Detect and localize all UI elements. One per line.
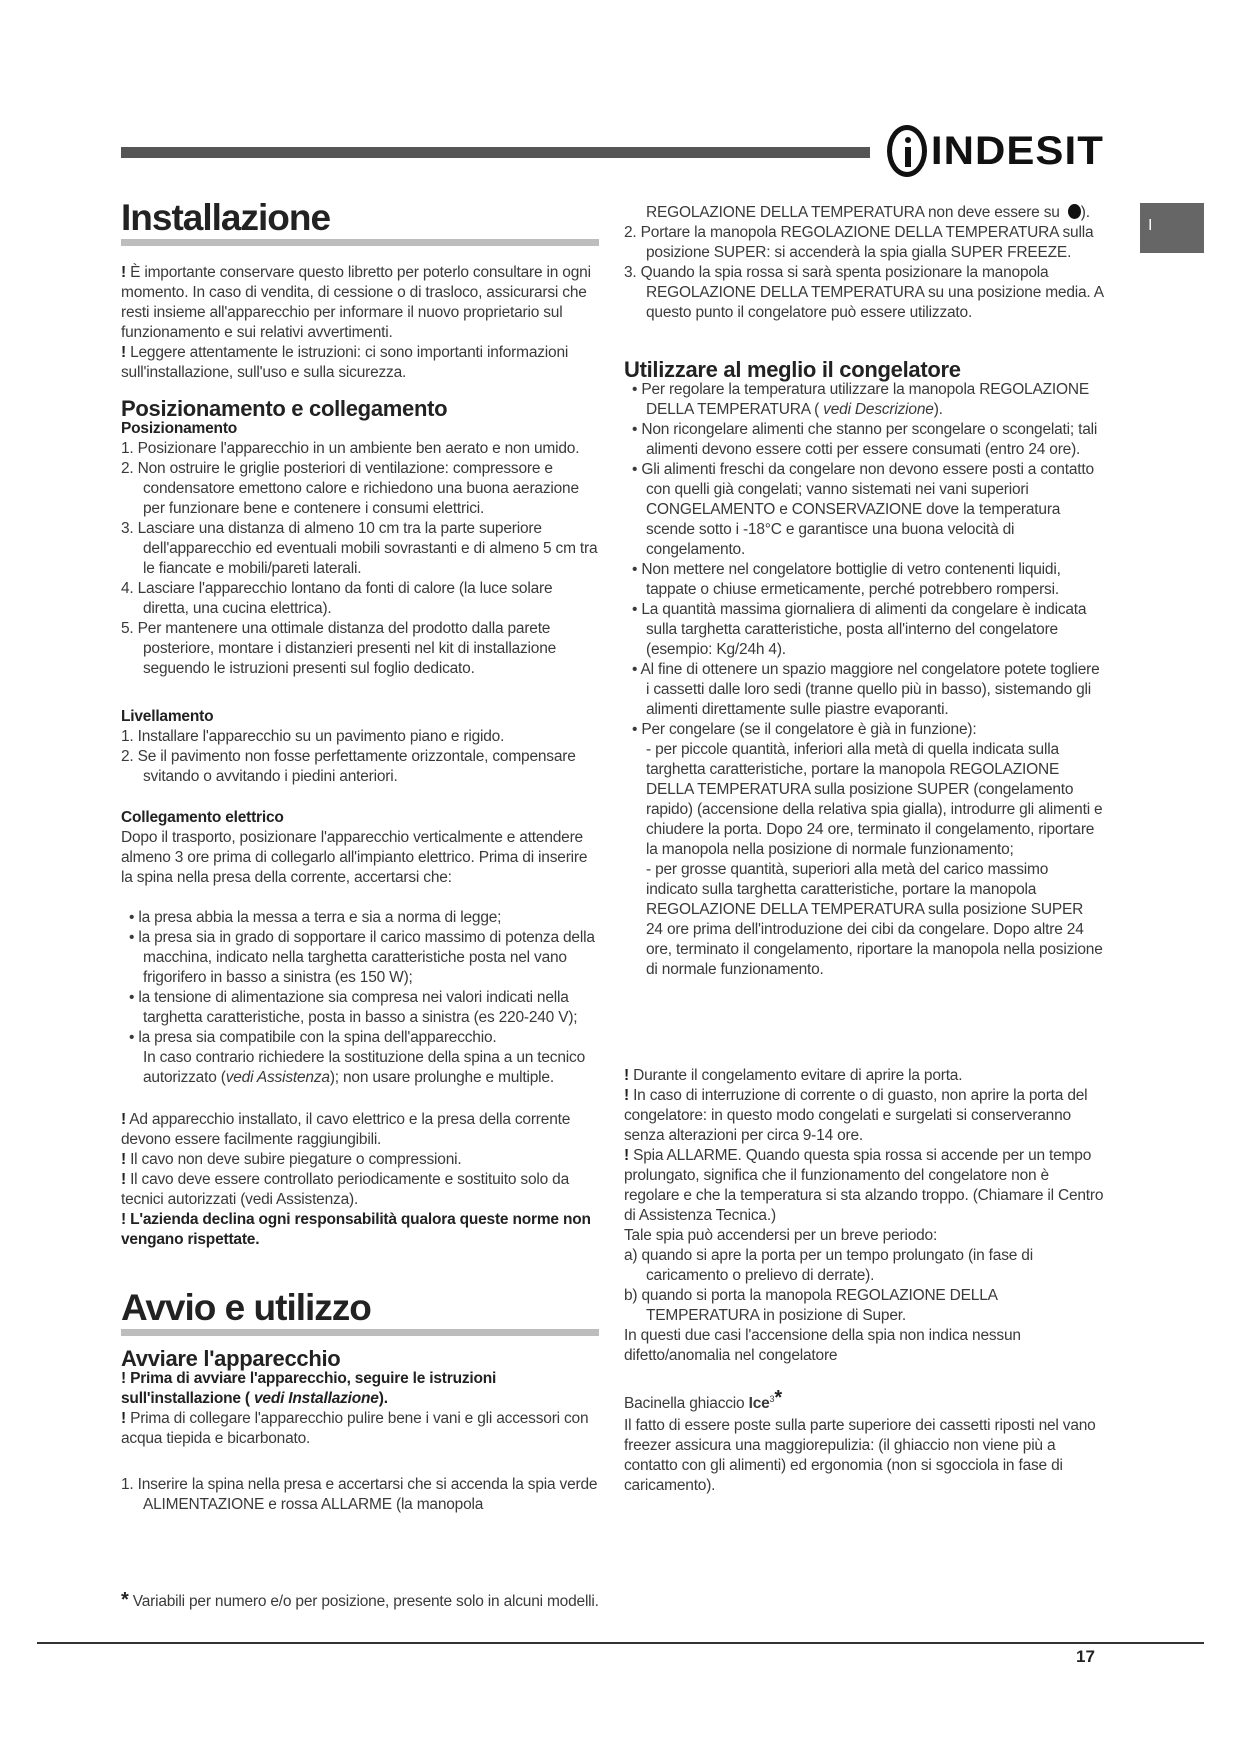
start-warning: [121, 1369, 599, 1409]
liability-warning: ! L'azienda declina ogni responsabilità qualora queste norme non vengano rispettate.: [121, 1211, 591, 1248]
list-item-continuation: [624, 203, 1104, 223]
leveling-section: [121, 707, 599, 787]
footer-rule: [37, 1642, 1204, 1644]
bullet-text: Al fine di ottenere un spazio maggiore nel congelatore potete togliere i cassetti dalle loro sedi (tranne quello più in basso), sistemando gli alimenti direttamente sulle piastre evaporanti.: [640, 661, 1100, 718]
installazione-heading: [121, 197, 599, 246]
ice-heading: [624, 1388, 1104, 1414]
superscript: 3: [769, 1393, 775, 1404]
text: Bacinella ghiaccio: [624, 1395, 749, 1412]
filled-circle-icon: [1068, 204, 1081, 219]
intro-para-2: [121, 343, 599, 383]
bullet-item: • la presa sia compatibile con la spina dell'apparecchio.: [129, 1029, 497, 1046]
text: In caso contrario richiedere la sostituzione della spina a un tecnico autorizzato (: [143, 1049, 585, 1086]
ice-section: [624, 1388, 1104, 1496]
list-item: 2. Portare la manopola REGOLAZIONE DELLA TEMPERATURA sulla posizione SUPER: si accenderà la spia gialla SUPER FREEZE.: [624, 224, 1094, 261]
text: REGOLAZIONE DELLA TEMPERATURA non deve essere su: [646, 204, 1064, 221]
title-underline: [121, 1329, 599, 1336]
note-text: Spia ALLARME. Quando questa spia rossa si accende per un tempo prolungato, significa che il funzionamento del congelatore non è regolare e che la temperatura si sta alzando troppo. (Chiamare il Centro di Assistenza Tecnica.): [624, 1147, 1104, 1224]
subheading: Livellamento: [121, 708, 214, 725]
intro-section: [121, 263, 599, 383]
warning: ! Il cavo non deve subire piegature o compressioni.: [121, 1151, 462, 1168]
bullet-item: • Non mettere nel congelatore bottiglie di vetro contenenti liquidi, tappate o chiuse ermeticamente, perché potrebbero rompersi.: [632, 561, 1061, 598]
bullet-item: • Per regolare la temperatura utilizzare la manopola REGOLAZIONE DELLA TEMPERATURA ( vedi Descrizione).: [632, 381, 1089, 418]
bullet-text: Non ricongelare alimenti che stanno per scongelare o scongelati; tali alimenti devono essere cotti per essere consumati (entro 24 ore).: [641, 421, 1098, 458]
cross-reference: vedi Installazione: [253, 1390, 379, 1407]
bullet-text: Non mettere nel congelatore bottiglie di vetro contenenti liquidi, tappate o chiuse ermeticamente, perché potrebbero rompersi.: [641, 561, 1061, 598]
section-heading: Avviare l'apparecchio: [121, 1346, 341, 1371]
text: ).: [1080, 204, 1090, 221]
bullet-text: Gli alimenti freschi da congelare non devono essere posti a contatto con quelli già congelati; vanno sistemati nei vani superiori CONGELAMENTO e CONSERVAZIONE dove la temperatura scende sotto i -18°C e garantisce una buona velocità di congelamento.: [641, 461, 1094, 558]
bullet-text: la presa sia compatibile con la spina dell'apparecchio.: [138, 1029, 497, 1046]
paragraph: Il fatto di essere poste sulla parte superiore dei cassetti riposti nel vano freezer assicura una maggiorepulizia: (il ghiaccio non viene più a contatto con gli alimenti) ed ergonomia (non si sgocciola in fase di caricamento).: [624, 1417, 1096, 1494]
warning-text: Il cavo deve essere controllato periodicamente e sostituito solo da tecnici autorizzati (vedi Assistenza).: [121, 1171, 570, 1208]
header-bar: [121, 147, 870, 158]
paragraph: In questi due casi l'accensione della spia non indica nessun difetto/anomalia nel congelatore: [624, 1327, 1021, 1364]
list-item: 1. Inserire la spina nella presa e accertarsi che si accenda la spia verde ALIMENTAZIONE e rossa ALLARME (la manopola: [121, 1476, 598, 1513]
list-item: 1. Installare l'apparecchio su un pavimento piano e rigido.: [121, 728, 505, 745]
subheading: Collegamento elettrico: [121, 809, 284, 826]
language-tab-label: I: [1148, 217, 1153, 234]
list-item: 3. Quando la spia rossa si sarà spenta posizionare la manopola REGOLAZIONE DELLA TEMPERATURA su una posizione media. A questo punto il congelatore può essere utilizzato.: [624, 264, 1104, 321]
bullet-item: • la tensione di alimentazione sia compresa nei valori indicati nella targhetta caratteristiche, posta in basso a sinistra (es 220-240 V);: [129, 989, 578, 1026]
bullet-text: La quantità massima giornaliera di alimenti da congelare è indicata sulla targhetta caratteristiche, posta all'interno del congelatore (esempio: Kg/24h 4).: [641, 601, 1087, 658]
footnote: [121, 1590, 599, 1612]
section-title: Avvio e utilizzo: [121, 1287, 371, 1328]
cross-reference: vedi Descrizione: [823, 401, 934, 418]
note-text: Durante il congelamento evitare di aprire la porta.: [628, 1067, 963, 1084]
list-item: a) quando si apre la porta per un tempo prolungato (in fase di caricamento o prelievo di derrate).: [624, 1247, 1033, 1284]
note: ! Durante il congelamento evitare di aprire la porta.: [624, 1067, 963, 1084]
list-item: 2. Non ostruire le griglie posteriori di ventilazione: compressore e condensatore emettono calore e richiedono una buona aerazione per funzionare bene e contenere i consumi elettrici.: [121, 460, 579, 517]
text: ); non usare prolunghe e multiple.: [329, 1069, 554, 1086]
sub-item: - per grosse quantità, superiori alla metà del carico massimo indicato sulla targhetta caratteristiche, portare la manopola REGOLAZIONE DELLA TEMPERATURA sulla posizione SUPER 24 ore prima dell'introduzione dei cibi da congelare. Dopo altre 24 ore, terminato il congelamento, riportare la manopola nella posizione di normale funzionamento.: [646, 861, 1103, 978]
language-tab: [1140, 203, 1204, 253]
bullet-item: • la presa abbia la messa a terra e sia a norma di legge;: [129, 909, 502, 926]
exclamation-mark: !: [121, 264, 126, 281]
title-underline: [121, 239, 599, 246]
page-number: 17: [1076, 1647, 1095, 1666]
list-item: 1. Posizionare l'apparecchio in un ambiente ben aerato e non umido.: [121, 440, 580, 457]
bullet-text: la presa sia in grado di sopportare il carico massimo di potenza della macchina, indicato nella targhetta caratteristiche posta nel vano frigorifero in basso a sinistra (es 150 W);: [138, 929, 595, 986]
note-text: In caso di interruzione di corrente o di guasto, non aprire la porta del congelatore: in questo modo congelati e surgelati si conserveranno senza alterazioni per circa 9-14 ore.: [624, 1087, 1088, 1144]
list-item: 2. Se il pavimento non fosse perfettamente orizzontale, compensare svitando o avvitando i piedini anteriori.: [121, 748, 576, 785]
paragraph: Tale spia può accendersi per un breve periodo:: [624, 1227, 938, 1244]
warning-text: Ad apparecchio installato, il cavo elettrico e la presa della corrente devono essere facilmente raggiungibili.: [121, 1111, 571, 1148]
positioning-section: [121, 396, 599, 679]
exclamation-mark: !: [121, 344, 126, 361]
bullet-item: • Non ricongelare alimenti che stanno per scongelare o scongelati; tali alimenti devono essere cotti per essere consumati (entro 24 ore).: [632, 421, 1098, 458]
text: ).: [378, 1390, 388, 1407]
avvio-heading: [121, 1287, 599, 1336]
section-heading: Posizionamento e collegamento: [121, 396, 448, 421]
bullet-continuation: [121, 1048, 599, 1088]
bullet-item: • Al fine di ottenere un spazio maggiore nel congelatore potete togliere i cassetti dalle loro sedi (tranne quello più in basso), sistemando gli alimenti direttamente sulle piastre evaporanti.: [632, 661, 1100, 718]
start-section: [121, 1346, 599, 1449]
note: ! In caso di interruzione di corrente o di guasto, non aprire la porta del congelatore: in questo modo congelati e surgelati si conserveranno senza alterazioni per circa 9-14 ore.: [624, 1087, 1088, 1144]
subheading: Posizionamento: [121, 420, 238, 437]
text: Per regolare la temperatura utilizzare la manopola REGOLAZIONE DELLA TEMPERATURA (: [641, 381, 1089, 418]
bullet-text: Per congelare (se il congelatore è già in funzione):: [641, 721, 977, 738]
warnings-section: [121, 1110, 599, 1250]
bullet-item: • Gli alimenti freschi da congelare non devono essere posti a contatto con quelli già congelati; vanno sistemati nei vani superiori CONGELAMENTO e CONSERVAZIONE dove la temperatura scende sotto i -18°C e garantisce una buona velocità di congelamento.: [632, 461, 1094, 558]
logo-i-icon: [887, 125, 927, 177]
list-item: 3. Lasciare una distanza di almeno 10 cm tra la parte superiore dell'apparecchio ed eventuali mobili sovrastanti e di almeno 5 cm tra le fiancate e mobili/pareti laterali.: [121, 520, 598, 577]
warning: ! Ad apparecchio installato, il cavo elettrico e la presa della corrente devono essere facilmente raggiungibili.: [121, 1111, 571, 1148]
warning-text: Il cavo non deve subire piegature o compressioni.: [125, 1151, 462, 1168]
text: Ice: [748, 1395, 770, 1412]
bullet-item: • Per congelare (se il congelatore è già in funzione):: [632, 721, 977, 738]
start-steps-continued: [624, 203, 1104, 323]
start-steps: [121, 1475, 599, 1515]
intro-text: È importante conservare questo libretto per poterlo consultare in ogni momento. In caso di vendita, di cessione o di trasloco, assicurarsi che resti insieme all'apparecchio per informare il nuovo proprietario sul funzionamento e sui relativi avvertimenti.: [121, 264, 591, 341]
section-heading: Utilizzare al meglio il congelatore: [624, 357, 961, 382]
bullet-item: • La quantità massima giornaliera di alimenti da congelare è indicata sulla targhetta caratteristiche, posta all'interno del congelatore (esempio: Kg/24h 4).: [632, 601, 1087, 658]
bullet-item: • la presa sia in grado di sopportare il carico massimo di potenza della macchina, indicato nella targhetta caratteristiche posta nel vano frigorifero in basso a sinistra (es 150 W);: [129, 929, 595, 986]
cleaning-note: ! Prima di collegare l'apparecchio pulire bene i vani e gli accessori con acqua tiepida e bicarbonato.: [121, 1410, 589, 1447]
asterisk: *: [121, 1589, 129, 1611]
paragraph: Dopo il trasporto, posizionare l'apparecchio verticalmente e attendere almeno 3 ore prima di collegarlo all'impianto elettrico. Prima di inserire la spina nella presa della corrente, accertarsi che:: [121, 829, 588, 886]
text: ).: [933, 401, 943, 418]
indesit-logo: [887, 120, 1104, 182]
list-item: 4. Lasciare l'apparecchio lontano da fonti di calore (la luce solare diretta, una cucina elettrica).: [121, 580, 553, 617]
brand-name: INDESIT: [930, 128, 1104, 173]
electrical-section: [121, 808, 599, 1088]
freezer-section: [624, 357, 1104, 980]
intro-text: Leggere attentamente le istruzioni: ci sono importanti informazioni sull'installazione, sull'uso e sulla sicurezza.: [121, 344, 569, 381]
warning: ! Il cavo deve essere controllato periodicamente e sostituito solo da tecnici autorizzati (vedi Assistenza).: [121, 1171, 570, 1208]
text: Prima di collegare l'apparecchio pulire bene i vani e gli accessori con acqua tiepida e bicarbonato.: [121, 1410, 589, 1447]
page-title: Installazione: [121, 197, 331, 238]
note: ! Spia ALLARME. Quando questa spia rossa si accende per un tempo prolungato, significa che il funzionamento del congelatore non è regolare e che la temperatura si sta alzando troppo. (Chiamare il Centro di Assistenza Tecnica.): [624, 1147, 1104, 1224]
text: ! Prima di avviare l'apparecchio, seguire le istruzioni sull'installazione (: [121, 1370, 497, 1407]
list-item: 5. Per mantenere una ottimale distanza del prodotto dalla parete posteriore, montare i distanzieri presenti nel kit di installazione seguendo le istruzioni presenti sul foglio dedicato.: [121, 620, 557, 677]
sub-item: - per piccole quantità, inferiori alla metà di quella indicata sulla targhetta caratteristiche, portare la manopola REGOLAZIONE DELLA TEMPERATURA sulla posizione SUPER (congelamento rapido) (accensione della relativa spia gialla), introdurre gli alimenti e chiudere la porta. Dopo 24 ore, terminato il congelamento, riportare la manopola nella posizione di normale funzionamento;: [646, 741, 1103, 858]
footnote-text: Variabili per numero e/o per posizione, presente solo in alcuni modelli.: [128, 1593, 599, 1610]
bullet-text: la presa abbia la messa a terra e sia a norma di legge;: [138, 909, 502, 926]
bullet-text: la tensione di alimentazione sia compresa nei valori indicati nella targhetta caratteristiche, posta in basso a sinistra (es 220-240 V);: [138, 989, 578, 1026]
cross-reference: vedi Assistenza: [225, 1069, 330, 1086]
notes-section: [624, 1066, 1104, 1366]
intro-para-1: [121, 263, 599, 343]
list-item: b) quando si porta la manopola REGOLAZIONE DELLA TEMPERATURA in posizione di Super.: [624, 1287, 997, 1324]
asterisk: *: [774, 1387, 782, 1409]
